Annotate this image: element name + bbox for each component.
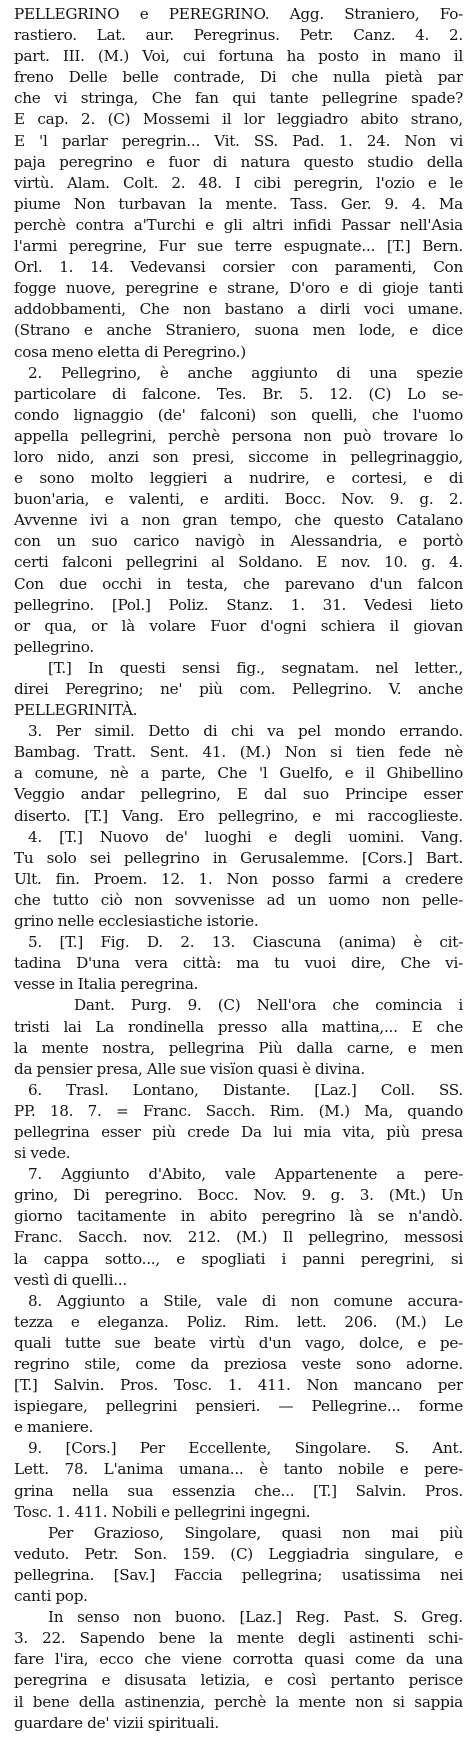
- text-line: Tosc. 1. 411. Nobili e pellegrini ingegni.: [14, 1502, 311, 1521]
- text-line: [T.] In questi sensi fig., segnatam. nel letter.,: [48, 658, 463, 677]
- text-line: Per Grazioso, Singolare, quasi non mai più: [48, 1523, 463, 1542]
- text-line: Lett. 78. L'anima umana... è tanto nobile e pere-: [14, 1460, 463, 1479]
- text-line: pellegrino. [Pol.] Poliz. Stanz. 1. 31. Vedesi lieto: [14, 595, 463, 614]
- text-line: Con due occhi in testa, che parevano d'un falcon: [14, 574, 463, 593]
- text-line: peregrina e disusata letizia, e così pertanto perisce: [14, 1671, 463, 1690]
- text-line: cosa meno eletta di Peregrino.): [14, 342, 246, 361]
- text-line: canti pop.: [14, 1587, 88, 1606]
- text-line: tristi lai La rondinella presso alla mattina,... E che: [14, 1017, 463, 1036]
- text-line: Tu solo sei pellegrino in Gerusalemme. [Cors.] Bart.: [14, 848, 463, 867]
- text-line: il bene della astinenzia, perchè la mente non si sappia: [14, 1692, 463, 1711]
- text-line: [T.] Salvin. Pros. Tosc. 1. 411. Non mancano per: [14, 1376, 463, 1395]
- text-line: paja peregrino e fuor di natura questo studio della: [14, 152, 463, 171]
- text-line: pellegrina. [Sav.] Faccia pellegrina; usatissima nei: [14, 1565, 463, 1584]
- text-line: tezza e eleganza. Poliz. Rim. lett. 206. (M.) Le: [14, 1312, 463, 1331]
- text-line: da pensier presa, Alle sue visïon quasi è divina.: [14, 1059, 365, 1078]
- text-line: 5. [T.] Fig. D. 2. 13. Ciascuna (anima) è cit-: [28, 933, 463, 952]
- text-line: e maniere.: [14, 1418, 94, 1437]
- text-line: veduto. Petr. Son. 159. (C) Leggiadria singulare, e: [14, 1544, 463, 1563]
- text-line: fogge nuove, peregrine e strane, D'oro e di gioje tanti: [14, 279, 463, 298]
- text-line: Veggio andar pellegrino, E dal suo Principe esser: [14, 785, 463, 804]
- text-line: particolare di falcone. Tes. Br. 5. 12. (C) Lo se-: [14, 384, 463, 403]
- text-line: Franc. Sacch. nov. 212. (M.) Il pellegrino, messosi: [14, 1228, 463, 1247]
- text-line: l'armi peregrine, Fur sue terre espugnate... [T.] Bern.: [14, 237, 463, 256]
- text-line: vesse in Italia peregrina.: [14, 975, 199, 994]
- text-line: guardare de' vizii spirituali.: [14, 1713, 219, 1732]
- text-line: or qua, or là volare Fuor d'ogni schiera il giovan: [14, 616, 463, 635]
- text-line: rastiero. Lat. aur. Peregrinus. Petr. Canz. 4. 2.: [14, 26, 463, 45]
- text-line: 2. Pellegrino, è anche aggiunto di una spezie: [28, 363, 463, 382]
- text-line: 4. [T.] Nuovo de' luoghi e degli uomini. Vang.: [28, 827, 463, 846]
- text-line: 8. Aggiunto a Stile, vale di non comune accura-: [28, 1291, 463, 1310]
- text-line: loro nido, anzi son presi, siccome in pellegrinaggio,: [14, 447, 463, 466]
- text-line: part. III. (M.) Voi, cui fortuna ha posto in mano il: [14, 47, 463, 66]
- text-line: con un suo carico navigò in Alessandria, e portò: [14, 532, 463, 551]
- text-line: PP. 18. 7. = Franc. Sacch. Rim. (M.) Ma, quando: [14, 1101, 463, 1120]
- text-line: addobbamenti, Che non bastano a dirli voci umane.: [14, 300, 463, 319]
- text-line: freno Delle belle contrade, Di che nulla pietà par: [14, 68, 463, 87]
- text-line: PELLEGRINITÀ.: [14, 701, 138, 720]
- text-line: e sono molto leggieri a nudrire, e cortesi, e di: [14, 469, 463, 488]
- text-line: regrino stile, come da preziosa veste sono adorne.: [14, 1355, 463, 1373]
- text-line: che vi stringa, Che fan qui tante pellegrine spade?: [14, 89, 463, 108]
- text-line: la cappa sotto..., e spogliati i panni peregrini, si: [14, 1249, 463, 1268]
- text-line: direi Peregrino; ne' più com. Pellegrino. V. anche: [14, 680, 463, 698]
- text-line: quali tutte sue beate virtù d'un vago, dolce, e pe-: [14, 1333, 463, 1352]
- text-line: diserto. [T.] Vang. Ero pellegrino, e mi raccoglieste.: [14, 806, 463, 825]
- text-line: PELLEGRINO e PEREGRINO. Agg. Straniero, Fo-: [14, 5, 463, 23]
- text-line: virtù. Alam. Colt. 2. 48. I cibi peregrin, l'ozio e le: [14, 173, 463, 192]
- text-line: Avvenne ivi a non gran tempo, che questo Catalano: [14, 511, 463, 530]
- text-line: si vede.: [14, 1144, 71, 1163]
- text-line: 9. [Cors.] Per Eccellente, Singolare. S. Ant.: [28, 1439, 463, 1458]
- text-line: Dant. Purg. 9. (C) Nell'ora che comincia i: [74, 996, 463, 1015]
- text-line: appella pellegrini, perchè persona non può trovare lo: [14, 426, 463, 445]
- text-line: 3. Per simil. Detto di chi va pel mondo errando.: [28, 722, 463, 741]
- text-line: pellegrina esser più crede Da lui mia vita, più presa: [14, 1122, 463, 1141]
- text-line: giorno tacitamente in abito peregrino là se n'andò.: [14, 1207, 463, 1226]
- text-line: pellegrino.: [14, 637, 94, 656]
- text-line: piume Non turbavan la mente. Tass. Ger. 9. 4. Ma: [14, 194, 463, 213]
- text-line: perchè contra a'Turchi e gli altri infidi Passar nell'Asia: [14, 215, 463, 234]
- text-line: Ult. fin. Proem. 12. 1. Non posso farmi a credere: [14, 869, 463, 888]
- text-line: tadina D'una vera città: ma tu vuoi dire, Che vi-: [14, 954, 463, 973]
- text-line: grina nella sua essenzia che... [T.] Salvin. Pros.: [14, 1481, 463, 1500]
- text-line: grino, Di peregrino. Bocc. Nov. 9. g. 3. (Mt.) Un: [14, 1186, 463, 1205]
- text-line: (Strano e anche Straniero, suona men lode, e dice: [14, 321, 463, 340]
- text-line: a comune, nè a parte, Che 'l Guelfo, e il Ghibellino: [14, 764, 463, 783]
- text-line: grino nelle ecclesiastiche istorie.: [14, 912, 259, 931]
- text-line: E 'l parlar peregrin... Vit. SS. Pad. 1. 24. Non vi: [14, 131, 463, 150]
- text-line: Orl. 1. 14. Vedevansi corsier con paramenti, Con: [14, 258, 463, 277]
- text-line: 6. Trasl. Lontano, Distante. [Laz.] Coll. SS.: [28, 1080, 463, 1099]
- text-line: ispiegare, pellegrini pensieri. — Pellegrine... forme: [14, 1397, 463, 1416]
- text-line: Bambag. Tratt. Sent. 41. (M.) Non si tien fede nè: [14, 743, 463, 762]
- text-line: E cap. 2. (C) Mossemi il lor leggiadro abito strano,: [14, 110, 463, 129]
- text-line: buon'aria, e valenti, e arditi. Bocc. Nov. 9. g. 2.: [14, 490, 463, 509]
- text-line: condo lignaggio (de' falconi) son quelli, che l'uomo: [14, 405, 463, 424]
- text-line: certi falconi pellegrini al Soldano. E nov. 10. g. 4.: [14, 553, 463, 572]
- text-line: vestì di quelli...: [14, 1270, 128, 1289]
- text-line: 3. 22. Sapendo bene la mente degli astinenti schi-: [14, 1629, 463, 1648]
- text-line: la mente nostra, pellegrina Più dalla carne, e men: [14, 1038, 463, 1057]
- text-line: che tutto ciò non sovvenisse ad un uomo non pelle-: [14, 890, 463, 909]
- text-line: 7. Aggiunto d'Abito, vale Appartenente a pere-: [28, 1165, 463, 1184]
- text-line: fare l'ira, ecco che viene corrotta quasi come da una: [14, 1650, 463, 1669]
- text-line: In senso non buono. [Laz.] Reg. Past. S. Greg.: [48, 1608, 463, 1627]
